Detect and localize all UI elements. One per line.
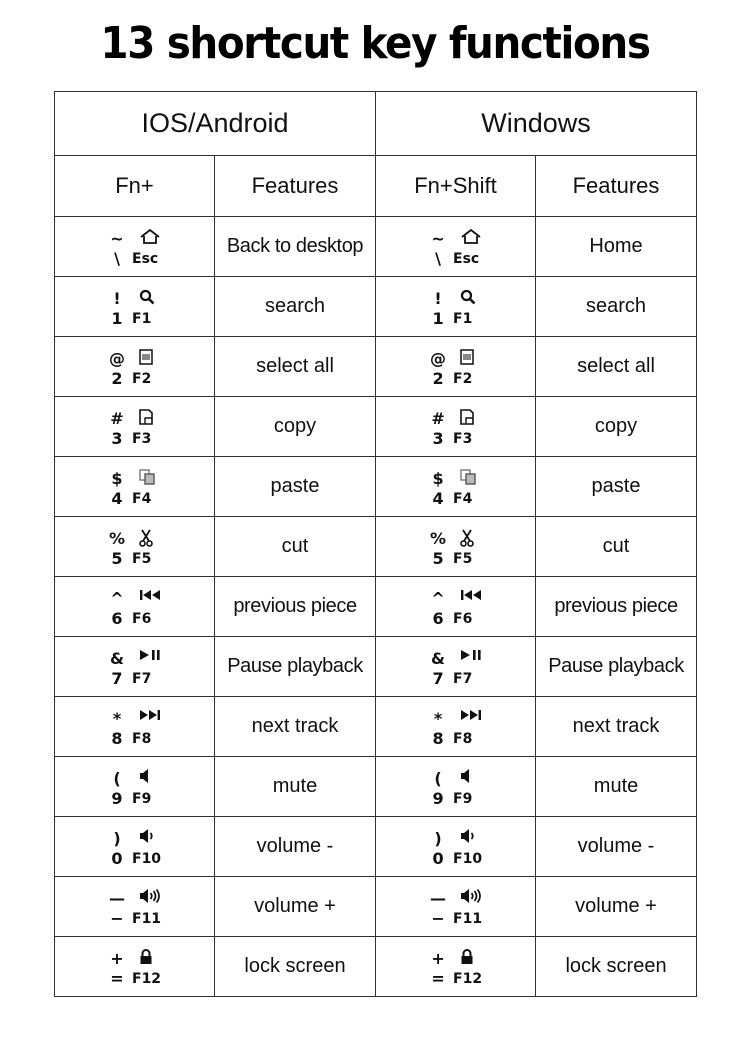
key-symbol: ^ bbox=[110, 589, 124, 608]
key-symbol: ) bbox=[434, 829, 442, 848]
key-number: 9 bbox=[432, 789, 444, 808]
key-fkey: F8 bbox=[453, 731, 473, 747]
windows-feature: volume - bbox=[536, 817, 697, 877]
key-fkey: F12 bbox=[453, 971, 483, 987]
volume-down-icon bbox=[460, 829, 478, 843]
volume-down-icon bbox=[139, 829, 157, 843]
select-all-icon bbox=[139, 349, 153, 365]
windows-feature: lock screen bbox=[536, 937, 697, 997]
key-cap bbox=[376, 457, 535, 516]
key-symbol: ( bbox=[113, 769, 121, 788]
windows-key-cell bbox=[376, 337, 536, 397]
ios-key-cell bbox=[55, 337, 215, 397]
key-number: 0 bbox=[432, 849, 444, 868]
key-fkey: F2 bbox=[132, 371, 152, 387]
key-cap bbox=[376, 517, 535, 576]
mute-icon bbox=[460, 769, 472, 783]
key-symbol: # bbox=[110, 409, 124, 428]
select-all-icon bbox=[460, 349, 474, 365]
key-number: 1 bbox=[432, 309, 444, 328]
key-fkey: F5 bbox=[453, 551, 473, 567]
key-symbol: — bbox=[109, 889, 125, 908]
ios-key-cell bbox=[55, 937, 215, 997]
key-fkey: F5 bbox=[132, 551, 152, 567]
shortcut-row-7 bbox=[55, 577, 697, 637]
volume-up-icon bbox=[139, 889, 161, 903]
ios-feature: copy bbox=[215, 397, 376, 457]
key-symbol: @ bbox=[109, 349, 125, 368]
shortcut-row-13 bbox=[55, 937, 697, 997]
key-number: 2 bbox=[111, 369, 123, 388]
fn-shift-header: Fn+Shift bbox=[376, 156, 536, 217]
key-cap bbox=[376, 397, 535, 456]
key-cap bbox=[376, 817, 535, 876]
copy-icon bbox=[460, 409, 474, 425]
key-fkey: F12 bbox=[132, 971, 162, 987]
windows-key-cell bbox=[376, 817, 536, 877]
key-cap bbox=[376, 877, 535, 936]
key-cap bbox=[376, 577, 535, 636]
key-number: 2 bbox=[432, 369, 444, 388]
next-track-icon bbox=[139, 709, 161, 721]
shortcut-table bbox=[54, 91, 697, 997]
ios-feature: Back to desktop bbox=[215, 217, 376, 277]
windows-feature: paste bbox=[536, 457, 697, 517]
key-number: 1 bbox=[111, 309, 123, 328]
key-symbol: ! bbox=[434, 289, 442, 308]
features-header-right: Features bbox=[536, 156, 697, 217]
windows-key-cell bbox=[376, 217, 536, 277]
key-fkey: F1 bbox=[132, 311, 152, 327]
key-cap bbox=[55, 817, 214, 876]
key-cap bbox=[55, 337, 214, 396]
windows-feature: mute bbox=[536, 757, 697, 817]
shortcut-row-3 bbox=[55, 337, 697, 397]
scissors-icon bbox=[460, 529, 474, 547]
key-cap bbox=[55, 757, 214, 816]
key-number: 4 bbox=[432, 489, 444, 508]
ios-key-cell bbox=[55, 277, 215, 337]
previous-track-icon bbox=[139, 589, 161, 601]
windows-feature: cut bbox=[536, 517, 697, 577]
ios-key-cell bbox=[55, 757, 215, 817]
page-title: 13 shortcut key functions bbox=[100, 18, 650, 69]
key-number: 7 bbox=[432, 669, 444, 688]
shortcut-row-5 bbox=[55, 457, 697, 517]
key-number: = bbox=[110, 969, 124, 988]
features-header-left: Features bbox=[215, 156, 376, 217]
key-fkey: F10 bbox=[453, 851, 483, 867]
shortcut-row-9 bbox=[55, 697, 697, 757]
lock-icon bbox=[460, 949, 474, 965]
key-cap bbox=[55, 577, 214, 636]
key-symbol: ~ bbox=[431, 229, 445, 248]
key-number: 8 bbox=[111, 729, 123, 748]
shortcut-row-4 bbox=[55, 397, 697, 457]
copy-icon bbox=[139, 409, 153, 425]
ios-key-cell bbox=[55, 877, 215, 937]
ios-feature: mute bbox=[215, 757, 376, 817]
ios-key-cell bbox=[55, 637, 215, 697]
key-symbol: — bbox=[430, 889, 447, 908]
key-fkey: F3 bbox=[453, 431, 473, 447]
key-symbol: ! bbox=[113, 289, 121, 308]
ios-key-cell bbox=[55, 457, 215, 517]
shortcut-row-8 bbox=[55, 637, 697, 697]
paste-icon bbox=[139, 469, 155, 485]
ios-key-cell bbox=[55, 697, 215, 757]
key-cap bbox=[376, 337, 535, 396]
key-cap bbox=[376, 937, 535, 996]
key-symbol: % bbox=[430, 529, 447, 548]
key-number: 0 bbox=[111, 849, 123, 868]
key-fkey: F11 bbox=[453, 911, 483, 927]
key-cap bbox=[55, 397, 214, 456]
ios-key-cell bbox=[55, 817, 215, 877]
key-fkey: F11 bbox=[132, 911, 162, 927]
key-cap bbox=[55, 697, 214, 756]
windows-header: Windows bbox=[376, 92, 697, 156]
key-fkey: F8 bbox=[132, 731, 152, 747]
home-icon bbox=[460, 229, 482, 245]
windows-feature: volume + bbox=[536, 877, 697, 937]
key-number: = bbox=[431, 969, 445, 988]
key-number: 7 bbox=[111, 669, 123, 688]
key-fkey: F7 bbox=[453, 671, 473, 687]
key-symbol: ~ bbox=[110, 229, 124, 248]
key-symbol: @ bbox=[430, 349, 447, 368]
key-symbol: % bbox=[109, 529, 126, 548]
search-icon bbox=[460, 289, 476, 305]
key-cap bbox=[55, 637, 214, 696]
key-number: 5 bbox=[111, 549, 123, 568]
key-symbol: + bbox=[431, 949, 445, 968]
key-symbol: & bbox=[110, 649, 124, 668]
key-cap bbox=[376, 217, 535, 276]
windows-key-cell bbox=[376, 277, 536, 337]
key-cap bbox=[55, 937, 214, 996]
lock-icon bbox=[139, 949, 153, 965]
windows-key-cell bbox=[376, 397, 536, 457]
volume-up-icon bbox=[460, 889, 482, 903]
key-number: − bbox=[431, 909, 445, 928]
mute-icon bbox=[139, 769, 151, 783]
windows-key-cell bbox=[376, 877, 536, 937]
key-number: 3 bbox=[111, 429, 123, 448]
paste-icon bbox=[460, 469, 476, 485]
key-cap bbox=[55, 517, 214, 576]
windows-feature: next track bbox=[536, 697, 697, 757]
ios-feature: Pause playback bbox=[215, 637, 376, 697]
key-number: \ bbox=[114, 249, 120, 268]
key-symbol: & bbox=[431, 649, 445, 668]
ios-feature: volume - bbox=[215, 817, 376, 877]
key-number: 6 bbox=[111, 609, 123, 628]
windows-key-cell bbox=[376, 757, 536, 817]
key-number: 3 bbox=[432, 429, 444, 448]
windows-key-cell bbox=[376, 517, 536, 577]
ios-key-cell bbox=[55, 217, 215, 277]
ios-feature: select all bbox=[215, 337, 376, 397]
play-pause-icon bbox=[139, 649, 161, 661]
key-number: 9 bbox=[111, 789, 123, 808]
ios-key-cell bbox=[55, 397, 215, 457]
ios-android-header: IOS/Android bbox=[55, 92, 376, 156]
windows-feature: Pause playback bbox=[536, 637, 697, 697]
windows-feature: previous piece bbox=[536, 577, 697, 637]
key-number: 4 bbox=[111, 489, 123, 508]
scissors-icon bbox=[139, 529, 153, 547]
shortcut-row-11 bbox=[55, 817, 697, 877]
windows-key-cell bbox=[376, 937, 536, 997]
key-fkey: F1 bbox=[453, 311, 473, 327]
key-number: 6 bbox=[432, 609, 444, 628]
fn-header: Fn+ bbox=[55, 156, 215, 217]
key-fkey: F6 bbox=[132, 611, 152, 627]
key-cap bbox=[55, 877, 214, 936]
windows-feature: Home bbox=[536, 217, 697, 277]
key-number: 8 bbox=[432, 729, 444, 748]
windows-key-cell bbox=[376, 697, 536, 757]
search-icon bbox=[139, 289, 155, 305]
key-cap bbox=[376, 277, 535, 336]
home-icon bbox=[139, 229, 161, 245]
next-track-icon bbox=[460, 709, 482, 721]
ios-feature: cut bbox=[215, 517, 376, 577]
windows-feature: select all bbox=[536, 337, 697, 397]
key-symbol: $ bbox=[111, 469, 123, 488]
ios-feature: previous piece bbox=[215, 577, 376, 637]
shortcut-row-10 bbox=[55, 757, 697, 817]
key-fkey: Esc bbox=[132, 251, 159, 267]
windows-feature: copy bbox=[536, 397, 697, 457]
key-fkey: Esc bbox=[453, 251, 480, 267]
ios-key-cell bbox=[55, 517, 215, 577]
key-fkey: F3 bbox=[132, 431, 152, 447]
platform-header-row bbox=[55, 92, 697, 156]
key-number: \ bbox=[435, 249, 441, 268]
windows-key-cell bbox=[376, 577, 536, 637]
play-pause-icon bbox=[460, 649, 482, 661]
key-cap bbox=[376, 757, 535, 816]
key-fkey: F4 bbox=[453, 491, 473, 507]
key-fkey: F9 bbox=[132, 791, 152, 807]
ios-feature: next track bbox=[215, 697, 376, 757]
key-cap bbox=[55, 457, 214, 516]
key-cap bbox=[55, 277, 214, 336]
key-fkey: F9 bbox=[453, 791, 473, 807]
key-number: 5 bbox=[432, 549, 444, 568]
ios-feature: search bbox=[215, 277, 376, 337]
shortcut-row-2 bbox=[55, 277, 697, 337]
key-fkey: F10 bbox=[132, 851, 162, 867]
ios-feature: volume + bbox=[215, 877, 376, 937]
key-symbol: * bbox=[112, 709, 122, 728]
key-cap bbox=[55, 217, 214, 276]
windows-key-cell bbox=[376, 457, 536, 517]
windows-feature: search bbox=[536, 277, 697, 337]
previous-track-icon bbox=[460, 589, 482, 601]
key-symbol: $ bbox=[432, 469, 444, 488]
key-symbol: ( bbox=[434, 769, 442, 788]
ios-key-cell bbox=[55, 577, 215, 637]
key-symbol: ^ bbox=[431, 589, 445, 608]
ios-feature: paste bbox=[215, 457, 376, 517]
key-fkey: F4 bbox=[132, 491, 152, 507]
shortcut-row-12 bbox=[55, 877, 697, 937]
column-header-row bbox=[55, 156, 697, 217]
key-fkey: F2 bbox=[453, 371, 473, 387]
ios-feature: lock screen bbox=[215, 937, 376, 997]
key-fkey: F6 bbox=[453, 611, 473, 627]
key-cap bbox=[376, 697, 535, 756]
key-cap bbox=[376, 637, 535, 696]
key-fkey: F7 bbox=[132, 671, 152, 687]
key-symbol: * bbox=[433, 709, 443, 728]
key-symbol: + bbox=[110, 949, 124, 968]
key-number: − bbox=[110, 909, 124, 928]
windows-key-cell bbox=[376, 637, 536, 697]
key-symbol: ) bbox=[113, 829, 121, 848]
shortcut-row-1 bbox=[55, 217, 697, 277]
key-symbol: # bbox=[431, 409, 445, 428]
shortcut-row-6 bbox=[55, 517, 697, 577]
